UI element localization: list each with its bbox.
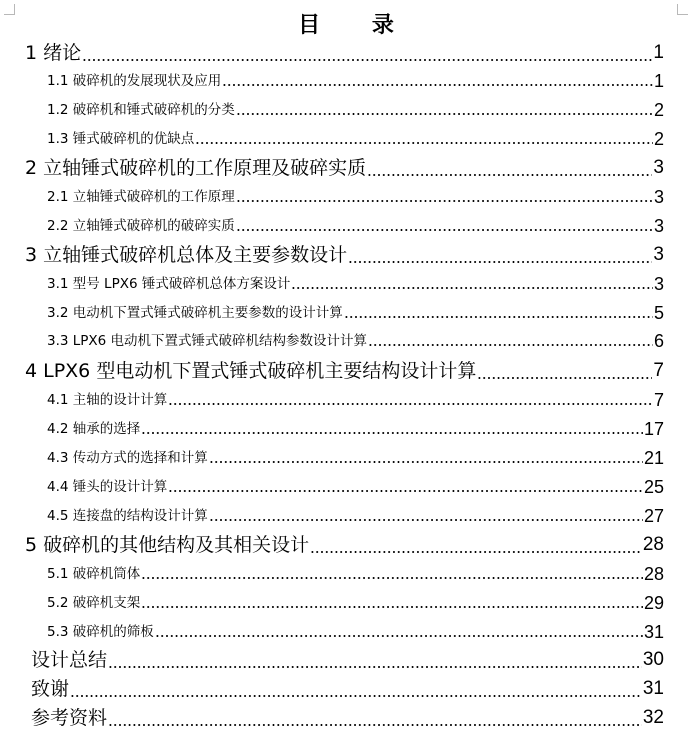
toc-entry-chapter-5[interactable] [25,532,664,558]
toc-entry-section-4-5[interactable] [47,505,664,527]
dot-leader [222,83,653,87]
toc-entry-label: 5.1 破碎机筒体 [47,566,141,582]
toc-entry-page: 3 [653,187,664,207]
dot-leader [209,518,643,522]
toc-entry-page: 1 [653,71,664,91]
toc-entry-label: 1.2 破碎机和锤式破碎机的分类 [47,102,235,118]
dot-leader [367,173,652,177]
toc-entry-page: 7 [653,390,664,410]
toc-entry-page: 30 [642,649,664,670]
toc-entry-section-2-1[interactable] [47,186,664,208]
toc-entry-label: 5 破碎机的其他结构及其相关设计 [25,534,310,556]
toc-entry-section-5-3[interactable] [47,621,664,643]
toc-entry-page: 28 [642,534,664,555]
toc-entry-references[interactable] [31,705,664,731]
toc-entry-section-1-1[interactable] [47,70,664,92]
toc-entry-chapter-1[interactable] [25,40,664,66]
dot-leader [108,665,642,669]
toc-entry-page: 17 [643,419,664,439]
toc-entry-page: 29 [643,593,664,613]
toc-entry-page: 32 [642,707,664,728]
toc-entry-page: 5 [653,303,664,323]
toc-entry-page: 3 [653,216,664,236]
toc-entry-page: 3 [653,244,664,265]
toc-entry-page: 27 [643,506,664,526]
toc-entry-section-1-2[interactable] [47,99,664,121]
toc-entry-page: 31 [643,622,664,642]
toc-entry-page: 28 [643,564,664,584]
dot-leader [141,576,643,580]
toc-entry-chapter-4[interactable] [25,358,664,384]
toc-entry-label: 4.5 连接盘的结构设计计算 [47,508,208,524]
toc-entry-chapter-2[interactable] [25,155,664,181]
dot-leader [141,605,643,609]
toc-entry-label: 2 立轴锤式破碎机的工作原理及破碎实质 [25,157,367,179]
dot-leader [368,343,653,347]
dot-leader [141,431,643,435]
toc-entry-page: 2 [653,100,664,120]
dot-leader [348,260,652,264]
toc-entry-design-summary[interactable] [31,647,664,673]
toc-entry-label: 2.1 立轴锤式破碎机的工作原理 [47,189,235,205]
dot-leader [209,460,643,464]
toc-entry-label: 1.3 锤式破碎机的优缺点 [47,131,195,147]
toc-title: 目 录 [298,13,416,38]
toc-entry-section-4-3[interactable] [47,447,664,469]
toc-entry-label: 5.3 破碎机的筛板 [47,624,154,640]
toc-entry-section-3-3[interactable] [47,330,664,352]
toc-entry-label: 参考资料 [31,707,108,729]
toc-entry-page: 31 [642,678,664,699]
toc-entry-label: 2.2 立轴锤式破碎机的破碎实质 [47,218,235,234]
toc-entry-section-4-2[interactable] [47,418,664,440]
toc-entry-label: 4.2 轴承的选择 [47,421,141,437]
toc-entry-page: 3 [653,157,664,178]
toc-entry-label: 4.4 锤头的设计计算 [47,479,168,495]
toc-entry-label: 4.3 传动方式的选择和计算 [47,450,208,466]
toc-entry-page: 3 [653,274,664,294]
toc-entry-label: 5.2 破碎机支架 [47,595,141,611]
toc-entry-page: 2 [653,129,664,149]
toc-entry-section-4-4[interactable] [47,476,664,498]
toc-entry-label: 3 立轴锤式破碎机总体及主要参数设计 [25,244,348,266]
toc-entry-page: 25 [643,477,664,497]
toc-entry-page: 1 [653,42,664,63]
toc-entry-section-3-2[interactable] [47,302,664,324]
dot-leader [195,141,653,145]
dot-leader [310,550,642,554]
toc-entry-label: 3.2 电动机下置式锤式破碎机主要参数的设计计算 [47,305,343,321]
dot-leader [108,723,642,727]
toc-entry-label: 1 绪论 [25,42,82,64]
dot-leader [155,634,643,638]
dot-leader [236,199,653,203]
toc-entry-acknowledgements[interactable] [31,676,664,702]
dot-leader [168,489,643,493]
toc-entry-page: 21 [643,448,664,468]
toc-entry-page: 6 [653,331,664,351]
toc-entry-label: 致谢 [31,678,70,700]
toc-entry-section-4-1[interactable] [47,389,664,411]
toc-entry-section-5-1[interactable] [47,563,664,585]
dot-leader [82,58,652,62]
dot-leader [168,402,653,406]
dot-leader [236,112,653,116]
dot-leader [477,376,652,380]
toc-entry-label: 4.1 主轴的设计计算 [47,392,168,408]
toc-entry-label: 1.1 破碎机的发展现状及应用 [47,73,222,89]
toc-entry-page: 7 [653,360,664,381]
toc-entry-section-2-2[interactable] [47,215,664,237]
toc-entry-label: 3.1 型号 LPX6 锤式破碎机总体方案设计 [47,276,291,292]
dot-leader [344,315,653,319]
toc-entry-section-3-1[interactable] [47,273,664,295]
dot-leader [70,694,642,698]
toc-entry-section-5-2[interactable] [47,592,664,614]
toc-entry-chapter-3[interactable] [25,242,664,268]
dot-leader [236,228,653,232]
toc-entry-label: 3.3 LPX6 电动机下置式锤式破碎机结构参数设计计算 [47,333,368,349]
toc-entry-label: 4 LPX6 型电动机下置式锤式破碎机主要结构设计计算 [25,360,477,382]
dot-leader [291,286,653,290]
toc-entry-section-1-3[interactable] [47,128,664,150]
toc-entry-label: 设计总结 [31,649,108,671]
